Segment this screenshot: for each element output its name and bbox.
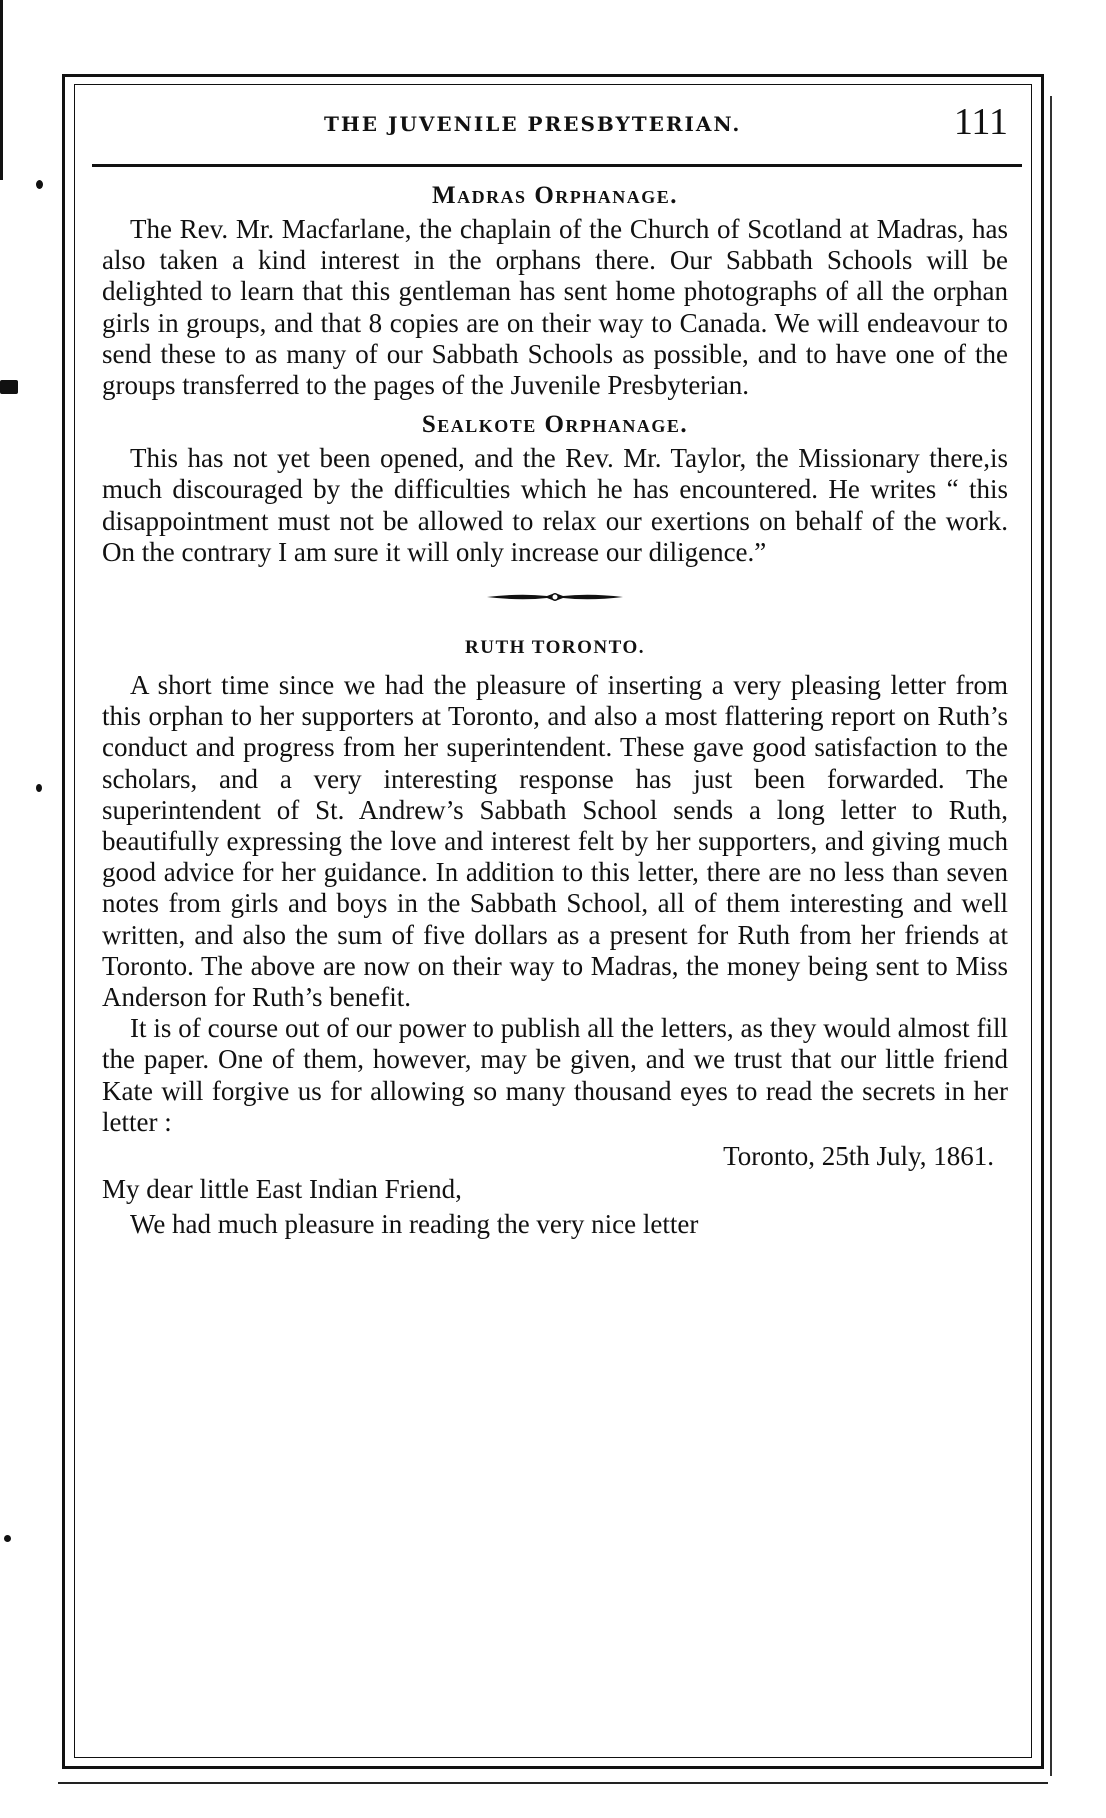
letter-dateline: Toronto, 25th July, 1861. [723, 1141, 994, 1172]
divider-ornament-icon [485, 590, 625, 604]
ornamental-divider [102, 590, 1008, 604]
letter-body: We had much pleasure in reading the very nice letter [130, 1209, 699, 1240]
journal-title: THE JUVENILE PRESBYTERIAN. [324, 112, 742, 136]
section-heading-madras: Madras Orphanage. [431, 182, 679, 209]
section-heading-sealkote: Sealkote Orphanage. [421, 411, 689, 439]
paragraph-madras: The Rev. Mr. Macfarlane, the chaplain of the Church of Scotland at Madras, has also taken a kind interest in the orphans there. Our Sabbath Schools will be delighted to learn that this gentleman has sent home photographs of all the orphan girls in groups, and that 8 copies are on their way to Canada. We will endeavour to send these to as many of our Sabbath Schools as possible, and to have one of the groups transferred to the pages of the Juvenile Presbyterian. [102, 214, 1008, 401]
paragraph-ruth-1: A short time since we had the pleasure of inserting a very pleasing letter from this orphan to her supporters at Toronto, and also a most flattering report on Ruth’s conduct and progress from her superintendent. These gave good satisfaction to the scholars, and a very interesting response has just been forwarded. The superintendent of St. Andrew’s Sabbath School sends a long letter to Ruth, beautifully expressing the love and interest felt by her supporters, and giving much good advice for her guidance. In addition to this letter, there are no less than seven notes from girls and boys in the Sabbath School, all of them interesting and well written, and also the sum of five dollars as a present for Ruth from her friends at Toronto. The above are now on their way to Madras, the money being sent to Miss Anderson for Ruth’s benefit. [102, 670, 1008, 1013]
scan-edge-mark [0, 0, 3, 180]
paragraph-ruth-2: It is of course out of our power to publish all the letters, as they would almost fill the paper. One of them, however, may be given, and we trust that our little friend Kate will forgive us for allowing so many thousand eyes to read the secrets in her letter : [102, 1013, 1008, 1137]
page-frame-right-rule [1050, 96, 1052, 1776]
section-heading-ruth: RUTH TORONTO. [465, 637, 645, 659]
paragraph-sealkote: This has not yet been opened, and the Rev. Mr. Taylor, the Missionary there,is much discouraged by the difficulties which he has encountered. He writes “ this disappointment must not be allowed to relax our exertions on behalf of the work. On the contrary I am sure it will only increase our diligence.” [102, 443, 1008, 567]
scan-speck [0, 380, 18, 394]
letter-salutation: My dear little East Indian Friend, [102, 1174, 462, 1205]
running-header [100, 98, 1012, 148]
scan-speck [36, 180, 43, 189]
scan-speck [4, 1535, 11, 1542]
page-number: 111 [953, 101, 1008, 143]
scan-speck [36, 784, 42, 792]
article-body [102, 178, 1008, 1240]
page-frame-bottom-rule [58, 1782, 1048, 1784]
header-rule [92, 164, 1022, 167]
